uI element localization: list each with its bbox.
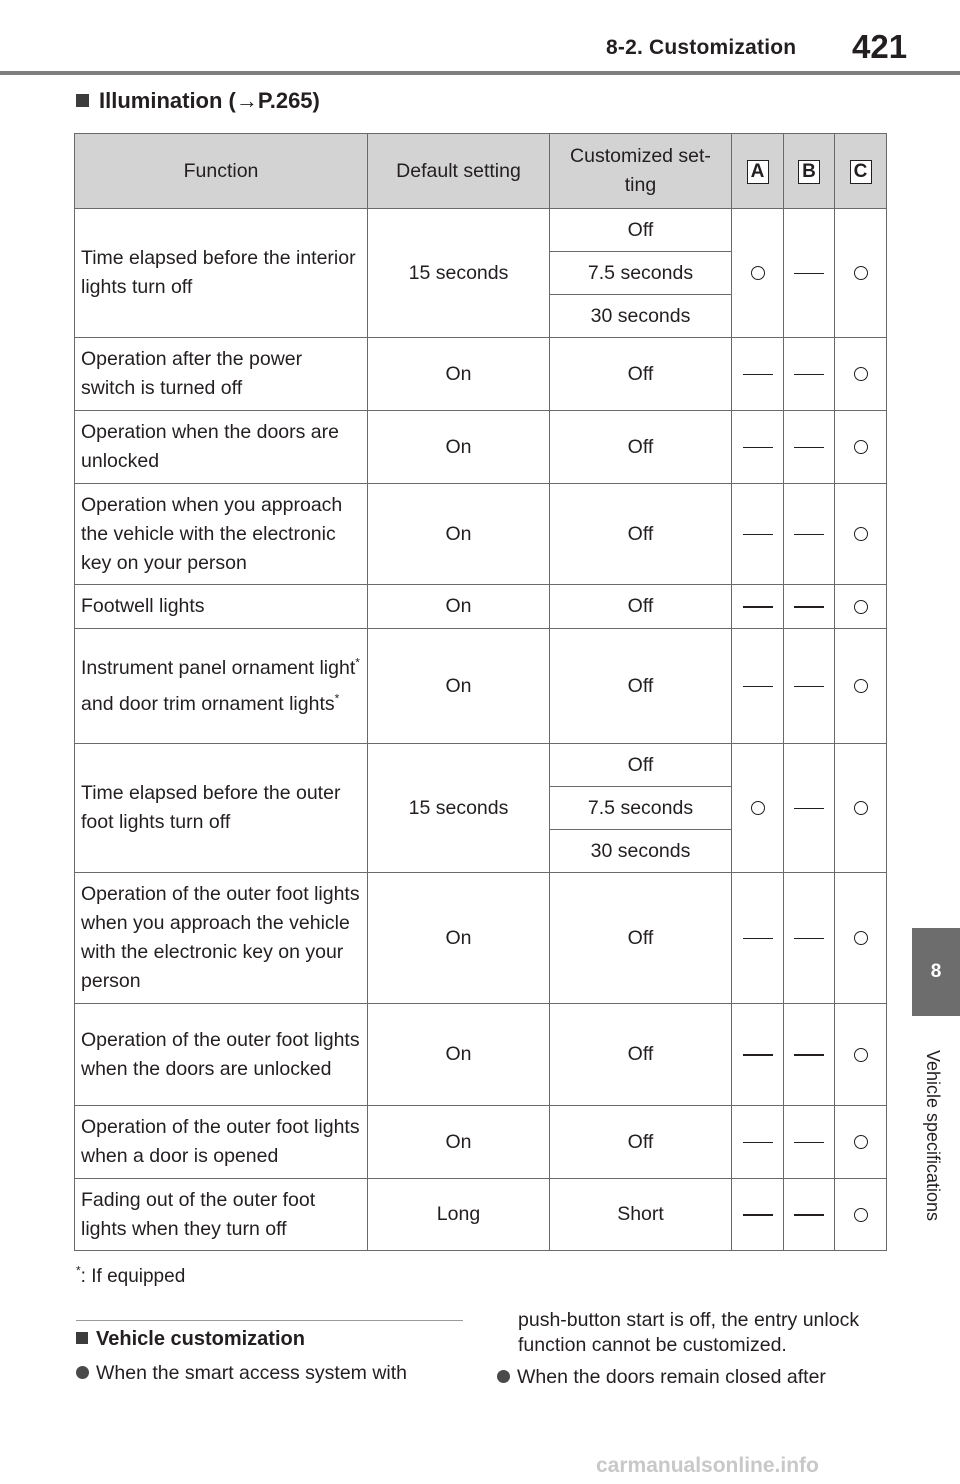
function-cell: Operation of the outer foot lights when you approach the vehicle with the electronic key on your person (75, 873, 368, 1004)
method-c-cell (835, 209, 887, 338)
footnote-text: : If equipped (80, 1266, 186, 1287)
table-footnote (76, 1263, 186, 1288)
available-circle-icon (854, 440, 868, 454)
default-setting-cell: On (368, 1106, 550, 1179)
customized-option-cell: Off (550, 1106, 732, 1179)
method-b-cell (784, 338, 835, 411)
function-cell: Operation when the doors are unlocked (75, 411, 368, 484)
round-bullet-icon (76, 1366, 89, 1379)
default-setting-cell: On (368, 484, 550, 585)
table-row (75, 629, 887, 744)
page-number: 421 (852, 28, 908, 65)
method-c-cell (835, 1106, 887, 1179)
not-available-dash-icon (794, 273, 824, 275)
available-circle-icon (854, 600, 868, 614)
table-row (75, 411, 887, 484)
method-c-cell (835, 744, 887, 873)
table-row (75, 1179, 887, 1251)
function-cell: Operation of the outer foot lights when the doors are unlocked (75, 1004, 368, 1106)
available-circle-icon (854, 679, 868, 693)
function-cell: Operation when you approach the vehicle with the electronic key on your person (75, 484, 368, 585)
illumination-customization-table (74, 133, 887, 1251)
customized-option-cell: 7.5 seconds (550, 787, 732, 830)
continued-paragraph: push-button start is off, the entry unlock function cannot be customized. (518, 1309, 860, 1356)
customized-option-cell: Off (550, 744, 732, 787)
method-c-cell (835, 1179, 887, 1251)
table-header-row (75, 134, 887, 209)
function-cell: Time elapsed before the outer foot lights turn off (75, 744, 368, 873)
column-header-b (784, 134, 835, 209)
method-b-cell (784, 209, 835, 338)
watermark: carmanualsonline.info (596, 1454, 819, 1477)
available-circle-icon (854, 801, 868, 815)
column-header-default: Default setting (368, 134, 550, 209)
chapter-tab: 8 (912, 928, 960, 1016)
method-a-cell (732, 873, 784, 1004)
table-row (75, 484, 887, 585)
available-circle-icon (854, 527, 868, 541)
default-setting-cell: Long (368, 1179, 550, 1251)
available-circle-icon (854, 266, 868, 280)
column-header-c (835, 134, 887, 209)
not-available-dash-icon (794, 808, 824, 810)
customized-option-cell: 30 seconds (550, 830, 732, 873)
chapter-side-label (913, 1030, 953, 1240)
subsection-divider (76, 1320, 463, 1321)
not-available-dash-icon (743, 686, 773, 688)
method-a-cell (732, 484, 784, 585)
table-row (75, 744, 887, 787)
not-available-dash-icon (743, 1142, 773, 1144)
customized-option-cell: Off (550, 411, 732, 484)
section-heading-text: Illumination (→P.265) (99, 88, 320, 113)
round-bullet-icon (497, 1370, 510, 1383)
method-a-cell (732, 209, 784, 338)
method-a-cell (732, 1106, 784, 1179)
method-a-cell (732, 629, 784, 744)
customized-option-cell: Off (550, 209, 732, 252)
available-circle-icon (854, 1208, 868, 1222)
table-row (75, 209, 887, 252)
method-c-cell (835, 411, 887, 484)
function-cell: Operation after the power switch is turned off (75, 338, 368, 411)
available-circle-icon (854, 1048, 868, 1062)
method-b-cell (784, 873, 835, 1004)
customized-option-cell: Off (550, 873, 732, 1004)
default-setting-cell: On (368, 629, 550, 744)
footnote-marker: * (76, 1263, 81, 1278)
method-c-cell (835, 1004, 887, 1106)
not-available-dash-icon (743, 374, 773, 376)
method-b-cell (784, 1004, 835, 1106)
square-bullet-icon (76, 1332, 88, 1344)
default-setting-cell: 15 seconds (368, 209, 550, 338)
not-available-dash-icon (743, 534, 773, 536)
not-available-dash-icon (743, 447, 773, 449)
section-heading (76, 88, 320, 114)
column-header-function: Function (75, 134, 368, 209)
not-available-dash-icon (743, 1214, 773, 1216)
customized-option-cell: Off (550, 338, 732, 411)
table-row (75, 873, 887, 1004)
table-row (75, 585, 887, 629)
function-cell: Time elapsed before the interior lights turn off (75, 209, 368, 338)
customized-option-cell: Off (550, 484, 732, 585)
table-row (75, 338, 887, 411)
not-available-dash-icon (794, 447, 824, 449)
method-a-cell (732, 411, 784, 484)
function-cell: Operation of the outer foot lights when a door is opened (75, 1106, 368, 1179)
column-header-customized: Customized set- ting (550, 134, 732, 209)
default-setting-cell: On (368, 411, 550, 484)
not-available-dash-icon (743, 1054, 773, 1056)
not-available-dash-icon (794, 1054, 824, 1056)
default-setting-cell: 15 seconds (368, 744, 550, 873)
bullet-text: When the doors remain closed after (517, 1366, 826, 1388)
function-cell (75, 629, 368, 744)
not-available-dash-icon (794, 374, 824, 376)
method-c-cell (835, 338, 887, 411)
method-b-cell (784, 585, 835, 629)
method-b-cell (784, 629, 835, 744)
default-setting-cell: On (368, 1004, 550, 1106)
available-circle-icon (854, 367, 868, 381)
method-b-cell (784, 744, 835, 873)
method-b-cell (784, 411, 835, 484)
method-b-cell (784, 484, 835, 585)
method-a-cell (732, 744, 784, 873)
method-c-cell (835, 585, 887, 629)
function-text: and door trim ornament lights (81, 693, 335, 715)
footnote-marker: * (334, 691, 340, 706)
method-b-cell (784, 1179, 835, 1251)
method-a-badge: A (747, 160, 769, 184)
method-c-cell (835, 873, 887, 1004)
available-circle-icon (751, 266, 765, 280)
function-text: Instrument panel ornament light (81, 657, 356, 679)
header-divider (0, 71, 960, 75)
default-setting-cell: On (368, 873, 550, 1004)
not-available-dash-icon (794, 534, 824, 536)
not-available-dash-icon (794, 606, 824, 608)
available-circle-icon (854, 1135, 868, 1149)
table-row (75, 1004, 887, 1106)
available-circle-icon (854, 931, 868, 945)
customized-option-cell: Off (550, 585, 732, 629)
table-row (75, 1106, 887, 1179)
subsection-heading (76, 1328, 305, 1351)
square-bullet-icon (76, 94, 89, 107)
not-available-dash-icon (794, 938, 824, 940)
method-c-cell (835, 629, 887, 744)
not-available-dash-icon (743, 606, 773, 608)
not-available-dash-icon (794, 686, 824, 688)
not-available-dash-icon (743, 938, 773, 940)
method-a-cell (732, 585, 784, 629)
not-available-dash-icon (794, 1142, 824, 1144)
customized-option-cell: Off (550, 629, 732, 744)
method-c-badge: C (850, 160, 872, 184)
customized-option-cell: 7.5 seconds (550, 252, 732, 295)
bullet-text: When the smart access system with (96, 1362, 408, 1384)
customized-option-cell: 30 seconds (550, 295, 732, 338)
chapter-title: 8-2. Customization (606, 36, 797, 59)
method-a-cell (732, 1179, 784, 1251)
function-cell: Footwell lights (75, 585, 368, 629)
not-available-dash-icon (794, 1214, 824, 1216)
footnote-marker: * (355, 655, 360, 670)
method-a-cell (732, 1004, 784, 1106)
customized-option-cell: Off (550, 1004, 732, 1106)
method-c-cell (835, 484, 887, 585)
bullet-item (76, 1362, 407, 1385)
default-setting-cell: On (368, 585, 550, 629)
column-header-a (732, 134, 784, 209)
bullet-item (497, 1366, 826, 1389)
function-cell: Fading out of the outer foot lights when they turn off (75, 1179, 368, 1251)
method-b-cell (784, 1106, 835, 1179)
available-circle-icon (751, 801, 765, 815)
method-a-cell (732, 338, 784, 411)
default-setting-cell: On (368, 338, 550, 411)
chapter-side-label-text: Vehicle specifications (923, 1049, 944, 1221)
subsection-heading-text: Vehicle customization (96, 1328, 305, 1350)
method-b-badge: B (798, 160, 820, 184)
customized-option-cell: Short (550, 1179, 732, 1251)
